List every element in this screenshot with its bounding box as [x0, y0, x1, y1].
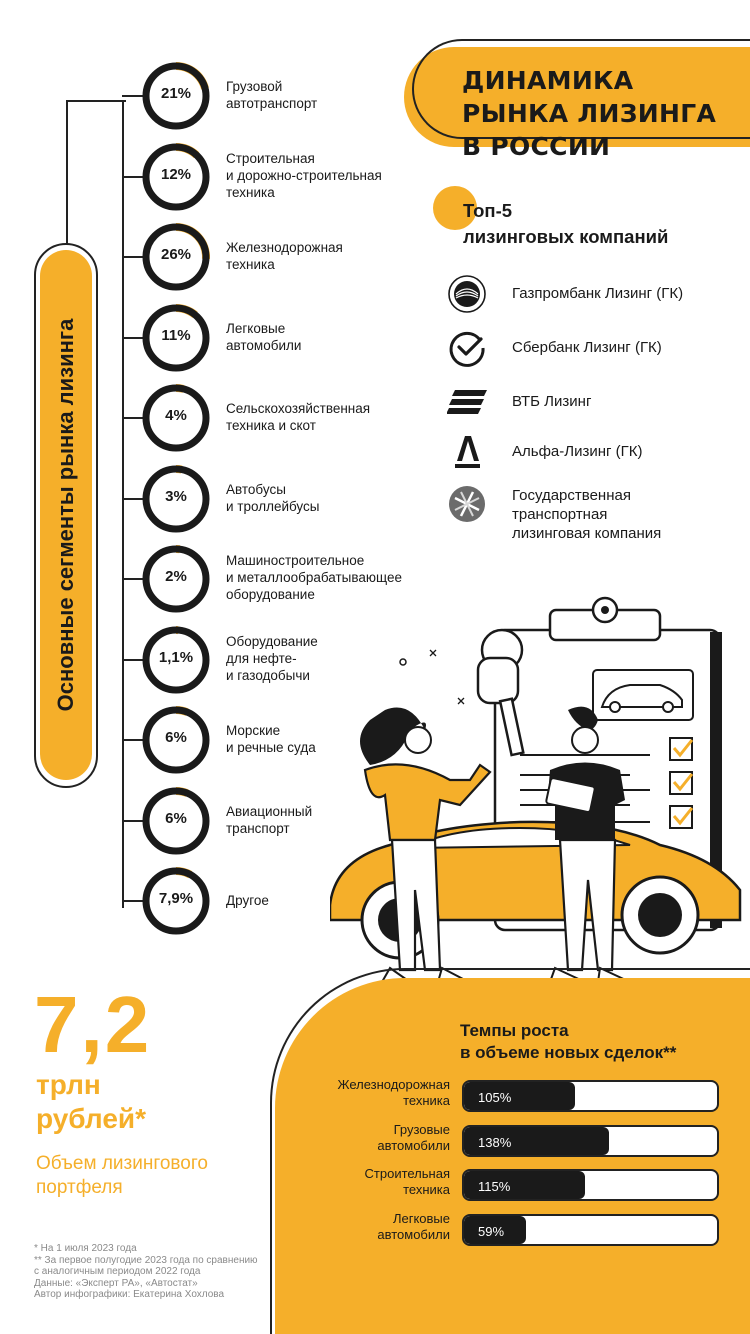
growth-bar-track: [462, 1125, 719, 1157]
segment-item: [140, 221, 440, 293]
segment-name: Морские и речные суда: [226, 723, 316, 755]
sberbank-logo-icon: [447, 328, 487, 368]
segments-label: Основные сегменты рынка лизинга: [53, 318, 78, 712]
bracket-top: [66, 100, 126, 102]
bracket-top-stem: [66, 100, 68, 245]
growth-bar-value: 105%: [478, 1090, 512, 1105]
segment-name: Оборудование для нефте- и газодобычи: [226, 633, 318, 683]
segment-name: Другое: [226, 893, 269, 908]
segment-item: [140, 463, 440, 535]
growth-bar-value: 59%: [478, 1223, 505, 1239]
segment-percent: 2%: [165, 568, 187, 585]
growth-bar-row: [300, 1211, 730, 1247]
segment-name: Авиационный транспорт: [226, 803, 313, 836]
segment-item: [140, 302, 440, 374]
company-gtlk: [447, 484, 737, 542]
company-name: Сбербанк Лизинг (ГК): [512, 339, 662, 356]
segment-name: Легковые автомобили: [226, 320, 302, 353]
company-name: ВТБ Лизинг: [512, 393, 592, 410]
company-name: Государственная транспортная лизинговая компания: [512, 487, 662, 542]
growth-bar-track: [462, 1214, 719, 1246]
segment-percent: 4%: [165, 407, 187, 424]
company-alfa: [447, 432, 737, 472]
growth-bar-track: [462, 1169, 719, 1201]
footnotes: * На 1 июля 2023 года ** За первое полугодие 2023 года по сравнению с аналогичным периодом 2022 года Данные: «Эксперт РА», «Автостат» Автор инфографики: Екатерина Хохлова: [34, 1243, 258, 1300]
segment-name: Сельскохозяйственная техника и скот: [226, 401, 371, 433]
growth-bar-label: Грузовые автомобили: [377, 1121, 450, 1153]
company-vtb: [447, 382, 737, 422]
growth-bar-value: 115%: [478, 1179, 511, 1194]
segment-name: Грузовой автотранспорт: [226, 79, 318, 111]
vtb-logo-icon: [447, 382, 487, 422]
segment-percent: 11%: [161, 326, 191, 344]
segment-percent: 6%: [165, 809, 187, 827]
growth-bar-label: Железнодорожная техника: [337, 1077, 450, 1108]
top5-title: Топ-5 лизинговых компаний: [463, 200, 669, 247]
segment-percent: 7,9%: [158, 890, 194, 907]
growth-bar-track: [462, 1080, 719, 1112]
segment-name: Железнодорожная техника: [226, 240, 343, 272]
segment-item: [140, 141, 440, 213]
segment-percent: 1,1%: [158, 648, 194, 666]
company-gazprombank: [447, 274, 737, 314]
segment-name: Строительная и дорожно-строительная техника: [226, 150, 382, 200]
segment-item: [140, 60, 440, 132]
portfolio-unit: трлн рублей*: [36, 1069, 147, 1134]
segment-percent: 21%: [160, 85, 192, 102]
growth-bar-value: 138%: [478, 1134, 512, 1150]
growth-title: Темпы роста в объеме новых сделок**: [460, 1021, 677, 1062]
portfolio-caption: Объем лизингового портфеля: [36, 1153, 208, 1198]
segment-percent: 26%: [160, 246, 192, 263]
growth-bar-row: [300, 1077, 730, 1113]
company-name: Газпромбанк Лизинг (ГК): [512, 285, 684, 302]
company-sberbank: [447, 328, 737, 368]
company-name: Альфа-Лизинг (ГК): [512, 443, 643, 460]
segment-name: Машиностроительное и металлообрабатывающее оборудование: [226, 553, 402, 602]
segment-percent: 3%: [165, 487, 187, 505]
growth-bar-label: Легковые автомобили: [377, 1210, 450, 1242]
gtlk-logo-icon: [447, 484, 487, 524]
gazprombank-logo-icon: [447, 274, 487, 314]
alfa-logo-icon: [447, 432, 487, 472]
segment-percent: 12%: [160, 165, 192, 183]
growth-bar-row: [300, 1166, 730, 1202]
segment-item: [140, 382, 440, 454]
growth-bar-row: [300, 1122, 730, 1158]
page-title: ДИНАМИКА РЫНКА ЛИЗИНГА В РОССИИ: [462, 66, 717, 161]
leasing-illustration: [330, 590, 750, 990]
segment-name: Автобусы и троллейбусы: [226, 481, 320, 514]
segment-percent: 6%: [165, 729, 187, 746]
portfolio-number: 7,2: [34, 980, 152, 1069]
bracket-spine: [122, 100, 124, 908]
growth-bar-label: Строительная техника: [364, 1166, 450, 1197]
